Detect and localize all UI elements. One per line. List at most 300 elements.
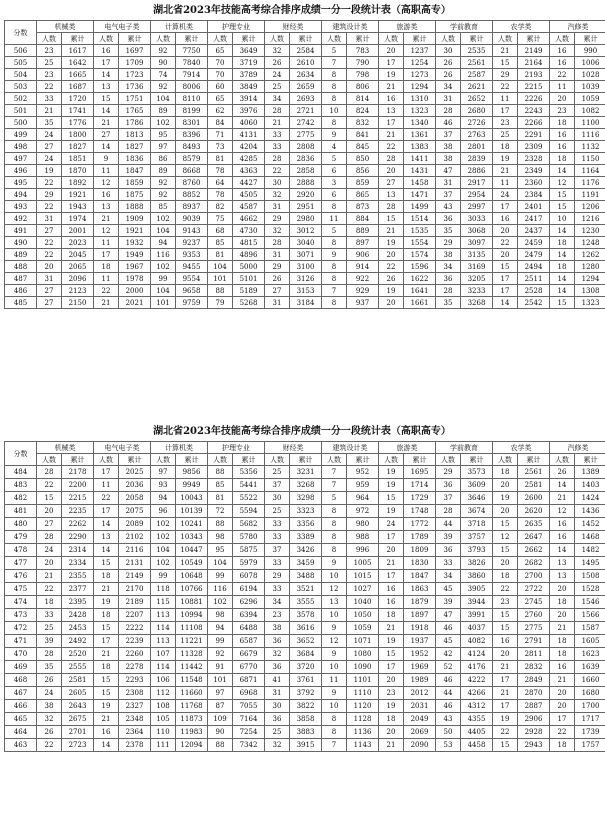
score-cell: 476 xyxy=(5,570,37,583)
count-cell: 15 xyxy=(493,57,518,69)
cumulative-cell: 2278 xyxy=(119,661,151,674)
cumulative-subheader: 累计 xyxy=(176,33,208,45)
count-cell: 17 xyxy=(94,635,119,648)
cumulative-cell: 2808 xyxy=(290,141,322,153)
count-cell: 10 xyxy=(322,105,347,117)
cumulative-cell: 1786 xyxy=(119,117,151,129)
cumulative-cell: 8110 xyxy=(176,93,208,105)
cumulative-cell: 3521 xyxy=(290,583,322,596)
count-cell: 20 xyxy=(379,674,404,687)
table-row xyxy=(5,213,605,225)
count-cell: 27 xyxy=(94,129,119,141)
cumulative-cell: 2887 xyxy=(518,700,550,713)
cumulative-cell: 5522 xyxy=(233,492,265,505)
cumulative-cell: 1323 xyxy=(575,297,605,309)
section-1 xyxy=(4,4,600,309)
score-cell: 487 xyxy=(5,273,37,285)
cumulative-cell: 1943 xyxy=(62,201,94,213)
count-cell: 88 xyxy=(208,285,233,297)
score-cell: 504 xyxy=(5,69,37,81)
cumulative-cell: 1566 xyxy=(575,609,605,622)
cumulative-subheader: 累计 xyxy=(347,454,379,466)
count-cell: 7 xyxy=(322,57,347,69)
cumulative-cell: 1748 xyxy=(404,505,436,518)
cumulative-cell: 4131 xyxy=(233,129,265,141)
cumulative-cell: 1827 xyxy=(62,141,94,153)
category-header: 护理专业 xyxy=(208,442,265,454)
cumulative-cell: 1082 xyxy=(575,105,605,117)
cumulative-cell: 980 xyxy=(347,518,379,531)
count-cell: 39 xyxy=(436,531,461,544)
cumulative-cell: 2775 xyxy=(518,622,550,635)
count-cell: 25 xyxy=(265,81,290,93)
cumulative-cell: 10343 xyxy=(176,531,208,544)
cumulative-cell: 1932 xyxy=(119,237,151,249)
count-cell: 99 xyxy=(151,273,176,285)
count-cell: 78 xyxy=(208,165,233,177)
cumulative-cell: 3609 xyxy=(461,479,493,492)
count-cell: 14 xyxy=(94,518,119,531)
count-cell: 15 xyxy=(94,557,119,570)
count-subheader: 人数 xyxy=(436,454,461,466)
cumulative-cell: 2328 xyxy=(518,153,550,165)
cumulative-cell: 1851 xyxy=(62,153,94,165)
count-cell: 22 xyxy=(493,81,518,93)
cumulative-cell: 1717 xyxy=(575,713,605,726)
cumulative-cell: 3578 xyxy=(290,609,322,622)
count-cell: 84 xyxy=(208,117,233,129)
table-row xyxy=(5,225,605,237)
cumulative-cell: 5189 xyxy=(233,285,265,297)
cumulative-cell: 1176 xyxy=(575,177,605,189)
category-header: 建筑设计类 xyxy=(322,442,379,454)
cumulative-cell: 1859 xyxy=(119,177,151,189)
cumulative-cell: 889 xyxy=(347,225,379,237)
cumulative-cell: 2395 xyxy=(62,596,94,609)
count-cell: 20 xyxy=(493,557,518,570)
count-cell: 25 xyxy=(493,129,518,141)
count-cell: 22 xyxy=(37,201,62,213)
count-cell: 33 xyxy=(265,531,290,544)
count-cell: 20 xyxy=(493,505,518,518)
cumulative-cell: 2193 xyxy=(518,69,550,81)
score-cell: 481 xyxy=(5,505,37,518)
cumulative-subheader: 累计 xyxy=(461,454,493,466)
count-cell: 38 xyxy=(436,249,461,261)
score-cell: 479 xyxy=(5,531,37,544)
count-cell: 25 xyxy=(265,726,290,739)
count-cell: 22 xyxy=(493,237,518,249)
count-cell: 22 xyxy=(379,261,404,273)
cumulative-cell: 814 xyxy=(347,93,379,105)
cumulative-cell: 3071 xyxy=(290,249,322,261)
count-cell: 15 xyxy=(550,201,575,213)
count-cell: 28 xyxy=(37,648,62,661)
category-header: 农学类 xyxy=(493,21,550,33)
cumulative-cell: 1027 xyxy=(347,583,379,596)
count-cell: 14 xyxy=(550,544,575,557)
count-cell: 33 xyxy=(265,141,290,153)
cumulative-subheader: 累计 xyxy=(233,454,265,466)
count-cell: 97 xyxy=(151,141,176,153)
count-cell: 35 xyxy=(436,297,461,309)
cumulative-cell: 1254 xyxy=(404,57,436,69)
cumulative-cell: 7254 xyxy=(233,726,265,739)
cumulative-cell: 3153 xyxy=(290,285,322,297)
cumulative-cell: 996 xyxy=(347,544,379,557)
cumulative-cell: 1128 xyxy=(347,713,379,726)
table-row xyxy=(5,177,605,189)
count-cell: 21 xyxy=(379,225,404,237)
cumulative-cell: 3231 xyxy=(290,466,322,479)
count-cell: 46 xyxy=(436,622,461,635)
cumulative-cell: 2680 xyxy=(461,105,493,117)
cumulative-cell: 4124 xyxy=(461,648,493,661)
category-header: 计算机类 xyxy=(151,442,208,454)
count-cell: 5 xyxy=(322,153,347,165)
score-cell: 466 xyxy=(5,700,37,713)
cumulative-subheader: 累计 xyxy=(233,33,265,45)
cumulative-subheader: 累计 xyxy=(290,454,322,466)
cumulative-cell: 2811 xyxy=(518,648,550,661)
cumulative-cell: 3488 xyxy=(290,570,322,583)
count-cell: 11 xyxy=(94,479,119,492)
count-cell: 64 xyxy=(208,177,233,189)
count-cell: 38 xyxy=(265,622,290,635)
count-cell: 28 xyxy=(265,153,290,165)
table-row xyxy=(5,700,605,713)
count-cell: 21 xyxy=(94,117,119,129)
count-cell: 20 xyxy=(550,609,575,622)
cumulative-cell: 4505 xyxy=(233,189,265,201)
table-row xyxy=(5,479,605,492)
cumulative-cell: 2492 xyxy=(62,635,94,648)
count-cell: 16 xyxy=(94,189,119,201)
cumulative-cell: 1617 xyxy=(62,45,94,57)
cumulative-cell: 5594 xyxy=(233,505,265,518)
cumulative-cell: 3858 xyxy=(290,713,322,726)
count-cell: 20 xyxy=(379,544,404,557)
count-cell: 17 xyxy=(493,674,518,687)
count-cell: 18 xyxy=(493,141,518,153)
cumulative-cell: 2012 xyxy=(404,687,436,700)
cumulative-cell: 5875 xyxy=(233,544,265,557)
cumulative-cell: 1071 xyxy=(347,635,379,648)
count-subheader: 人数 xyxy=(208,454,233,466)
count-cell: 19 xyxy=(379,285,404,297)
cumulative-cell: 6078 xyxy=(233,570,265,583)
cumulative-cell: 4312 xyxy=(461,700,493,713)
cumulative-cell: 10241 xyxy=(176,518,208,531)
cumulative-cell: 2722 xyxy=(518,583,550,596)
count-cell: 18 xyxy=(379,713,404,726)
count-cell: 15 xyxy=(94,93,119,105)
count-cell: 21 xyxy=(94,583,119,596)
count-cell: 88 xyxy=(208,466,233,479)
cumulative-cell: 1660 xyxy=(575,674,605,687)
table-row xyxy=(5,69,605,81)
count-subheader: 人数 xyxy=(208,33,233,45)
cumulative-cell: 2634 xyxy=(290,69,322,81)
cumulative-cell: 8301 xyxy=(176,117,208,129)
cumulative-cell: 3646 xyxy=(461,492,493,505)
cumulative-cell: 1800 xyxy=(62,129,94,141)
count-cell: 9 xyxy=(94,153,119,165)
cumulative-cell: 1776 xyxy=(62,117,94,129)
cumulative-cell: 3616 xyxy=(290,622,322,635)
score-cell: 486 xyxy=(5,285,37,297)
cumulative-cell: 1757 xyxy=(575,739,605,752)
count-cell: 8 xyxy=(322,273,347,285)
score-cell: 464 xyxy=(5,726,37,739)
cumulative-cell: 3757 xyxy=(461,531,493,544)
cumulative-cell: 5441 xyxy=(233,479,265,492)
count-cell: 19 xyxy=(379,479,404,492)
count-cell: 21 xyxy=(550,622,575,635)
count-cell: 15 xyxy=(493,739,518,752)
count-cell: 14 xyxy=(550,165,575,177)
table-row xyxy=(5,713,605,726)
count-cell: 22 xyxy=(265,165,290,177)
count-cell: 70 xyxy=(208,69,233,81)
cumulative-cell: 1937 xyxy=(404,635,436,648)
count-cell: 22 xyxy=(37,81,62,93)
count-cell: 13 xyxy=(322,596,347,609)
cumulative-cell: 7914 xyxy=(176,69,208,81)
count-cell: 32 xyxy=(265,648,290,661)
cumulative-cell: 1216 xyxy=(575,213,605,225)
cumulative-cell: 1100 xyxy=(575,117,605,129)
cumulative-cell: 2207 xyxy=(119,609,151,622)
count-cell: 114 xyxy=(151,622,176,635)
cumulative-cell: 2308 xyxy=(119,687,151,700)
table-row xyxy=(5,622,605,635)
count-cell: 44 xyxy=(436,518,461,531)
count-cell: 19 xyxy=(493,713,518,726)
cumulative-cell: 2364 xyxy=(119,726,151,739)
count-cell: 53 xyxy=(436,739,461,752)
cumulative-cell: 1101 xyxy=(347,674,379,687)
count-cell: 60 xyxy=(208,81,233,93)
count-cell: 18 xyxy=(37,596,62,609)
cumulative-cell: 3789 xyxy=(233,69,265,81)
score-table xyxy=(4,441,605,752)
count-cell: 31 xyxy=(265,201,290,213)
count-cell: 32 xyxy=(265,45,290,57)
cumulative-subheader: 累计 xyxy=(404,33,436,45)
count-cell: 104 xyxy=(151,544,176,557)
count-cell: 101 xyxy=(208,674,233,687)
count-cell: 96 xyxy=(151,505,176,518)
category-header: 机械类 xyxy=(37,21,94,33)
score-cell: 502 xyxy=(5,93,37,105)
score-cell: 488 xyxy=(5,261,37,273)
cumulative-cell: 952 xyxy=(347,466,379,479)
cumulative-cell: 3649 xyxy=(233,45,265,57)
count-cell: 16 xyxy=(550,129,575,141)
count-cell: 18 xyxy=(550,153,575,165)
cumulative-cell: 1273 xyxy=(404,69,436,81)
count-cell: 11 xyxy=(493,93,518,105)
cumulative-cell: 2096 xyxy=(62,273,94,285)
count-cell: 8 xyxy=(322,81,347,93)
cumulative-cell: 3323 xyxy=(290,505,322,518)
count-cell: 45 xyxy=(436,583,461,596)
count-cell: 14 xyxy=(94,105,119,117)
count-cell: 20 xyxy=(379,249,404,261)
cumulative-cell: 2349 xyxy=(518,165,550,177)
cumulative-cell: 1110 xyxy=(347,687,379,700)
cumulative-cell: 11768 xyxy=(176,700,208,713)
cumulative-cell: 1308 xyxy=(575,285,605,297)
count-cell: 109 xyxy=(208,713,233,726)
count-cell: 12 xyxy=(550,505,575,518)
table-row xyxy=(5,105,605,117)
count-cell: 102 xyxy=(151,261,176,273)
count-cell: 22 xyxy=(550,726,575,739)
cumulative-cell: 8006 xyxy=(176,81,208,93)
cumulative-cell: 2243 xyxy=(518,105,550,117)
count-cell: 28 xyxy=(436,105,461,117)
category-header: 财经类 xyxy=(265,21,322,33)
count-cell: 26 xyxy=(265,273,290,285)
count-subheader: 人数 xyxy=(493,33,518,45)
cumulative-cell: 2511 xyxy=(518,273,550,285)
count-cell: 33 xyxy=(265,583,290,596)
cumulative-cell: 884 xyxy=(347,213,379,225)
cumulative-cell: 1535 xyxy=(404,225,436,237)
cumulative-cell: 2291 xyxy=(518,129,550,141)
count-cell: 37 xyxy=(436,129,461,141)
count-subheader: 人数 xyxy=(94,454,119,466)
count-cell: 13 xyxy=(550,570,575,583)
cumulative-cell: 2997 xyxy=(461,201,493,213)
cumulative-cell: 1921 xyxy=(119,225,151,237)
count-subheader: 人数 xyxy=(322,33,347,45)
count-cell: 16 xyxy=(550,661,575,674)
count-cell: 81 xyxy=(208,249,233,261)
cumulative-cell: 3233 xyxy=(461,285,493,297)
cumulative-subheader: 累计 xyxy=(176,454,208,466)
count-cell: 14 xyxy=(550,225,575,237)
count-cell: 35 xyxy=(436,225,461,237)
count-cell: 21 xyxy=(379,557,404,570)
count-cell: 29 xyxy=(436,237,461,249)
count-cell: 9 xyxy=(322,622,347,635)
count-cell: 11 xyxy=(94,273,119,285)
score-cell: 489 xyxy=(5,249,37,261)
cumulative-cell: 2123 xyxy=(62,285,94,297)
count-cell: 9 xyxy=(322,129,347,141)
cumulative-cell: 2479 xyxy=(518,249,550,261)
count-cell: 34 xyxy=(265,596,290,609)
count-cell: 10 xyxy=(550,213,575,225)
cumulative-cell: 2943 xyxy=(518,739,550,752)
cumulative-cell: 1143 xyxy=(347,739,379,752)
cumulative-cell: 10994 xyxy=(176,609,208,622)
cumulative-cell: 2170 xyxy=(119,583,151,596)
cumulative-cell: 10881 xyxy=(176,596,208,609)
cumulative-cell: 1436 xyxy=(575,505,605,518)
table-row xyxy=(5,93,605,105)
cumulative-cell: 873 xyxy=(347,201,379,213)
cumulative-cell: 1323 xyxy=(404,105,436,117)
cumulative-cell: 3915 xyxy=(290,739,322,752)
cumulative-cell: 5356 xyxy=(233,466,265,479)
count-cell: 7 xyxy=(322,739,347,752)
cumulative-cell: 2131 xyxy=(119,557,151,570)
cumulative-cell: 2023 xyxy=(62,237,94,249)
table-row xyxy=(5,237,605,249)
cumulative-cell: 2260 xyxy=(119,648,151,661)
cumulative-cell: 6394 xyxy=(233,609,265,622)
category-header: 财经类 xyxy=(265,442,322,454)
count-cell: 19 xyxy=(493,492,518,505)
count-cell: 37 xyxy=(265,479,290,492)
count-cell: 42 xyxy=(436,648,461,661)
cumulative-subheader: 累计 xyxy=(290,33,322,45)
count-cell: 8 xyxy=(322,297,347,309)
score-cell: 503 xyxy=(5,81,37,93)
cumulative-cell: 959 xyxy=(347,479,379,492)
count-cell: 19 xyxy=(94,596,119,609)
cumulative-cell: 2164 xyxy=(518,57,550,69)
cumulative-cell: 2928 xyxy=(518,726,550,739)
count-cell: 97 xyxy=(208,687,233,700)
count-cell: 5 xyxy=(322,225,347,237)
count-cell: 29 xyxy=(265,213,290,225)
cumulative-cell: 1700 xyxy=(575,700,605,713)
cumulative-cell: 1528 xyxy=(575,583,605,596)
count-cell: 20 xyxy=(37,557,62,570)
table-row xyxy=(5,189,605,201)
count-cell: 17 xyxy=(379,531,404,544)
score-cell: 500 xyxy=(5,117,37,129)
cumulative-cell: 2763 xyxy=(461,129,493,141)
score-cell: 483 xyxy=(5,479,37,492)
count-cell: 28 xyxy=(265,237,290,249)
count-cell: 33 xyxy=(265,557,290,570)
cumulative-cell: 8668 xyxy=(176,165,208,177)
count-cell: 21 xyxy=(550,492,575,505)
count-cell: 17 xyxy=(379,117,404,129)
cumulative-cell: 3298 xyxy=(290,492,322,505)
cumulative-subheader: 累计 xyxy=(119,33,151,45)
cumulative-cell: 4458 xyxy=(461,739,493,752)
cumulative-cell: 2980 xyxy=(290,213,322,225)
cumulative-cell: 2605 xyxy=(62,687,94,700)
count-cell: 9 xyxy=(322,687,347,700)
cumulative-subheader: 累计 xyxy=(347,33,379,45)
cumulative-cell: 2149 xyxy=(119,570,151,583)
count-cell: 29 xyxy=(265,570,290,583)
count-cell: 8 xyxy=(322,518,347,531)
cumulative-cell: 3040 xyxy=(290,237,322,249)
count-cell: 18 xyxy=(550,635,575,648)
count-cell: 98 xyxy=(208,531,233,544)
cumulative-cell: 2266 xyxy=(518,117,550,129)
cumulative-cell: 5682 xyxy=(233,518,265,531)
score-column-header: 分数 xyxy=(5,21,37,45)
count-cell: 21 xyxy=(94,213,119,225)
count-cell: 41 xyxy=(265,674,290,687)
cumulative-cell: 1665 xyxy=(62,69,94,81)
cumulative-cell: 3883 xyxy=(290,726,322,739)
count-cell: 81 xyxy=(208,153,233,165)
count-cell: 24 xyxy=(379,518,404,531)
cumulative-cell: 6488 xyxy=(233,622,265,635)
count-cell: 26 xyxy=(550,466,575,479)
